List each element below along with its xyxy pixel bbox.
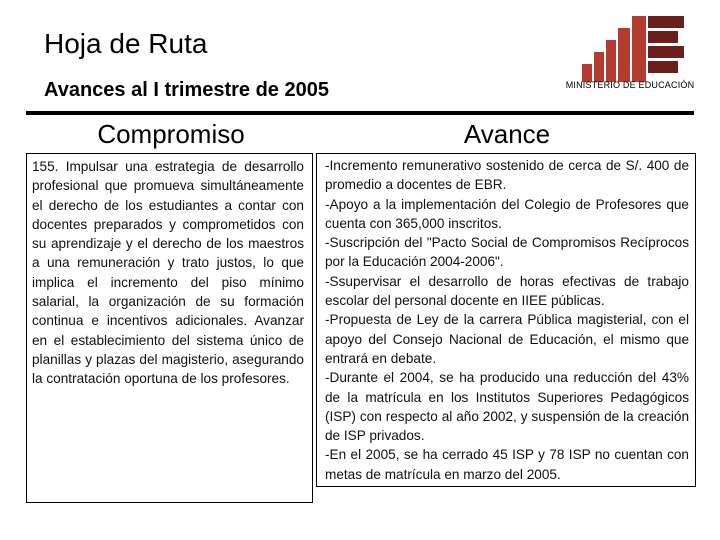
logo-step-3 [648,46,684,58]
avance-item: -En el 2005, se ha cerrado 45 ISP y 78 ISP no cuentan con metas de matrícula en marzo del 2005. [325,447,689,482]
page-subtitle: Avances al I trimestre de 2005 [44,79,329,101]
ministry-name: MINISTERIO DE EDUCACIÓN [565,80,695,90]
avance-item: -Durante el 2004, se ha producido una reducción del 43% de la matrícula en los Institutos Superiores Pedagógicos (ISP) con respecto al año 2002, y suspensión de la creación de ISP privados. [325,370,689,444]
logo-bar-4 [618,28,630,82]
logo-step-2 [648,31,678,43]
avance-item: -Ssupervisar el desarrollo de horas efectivas de trabajo escolar del personal docente en IIEE públicas. [325,273,689,309]
column-header-avance: Avance [463,119,551,149]
page-title: Hoja de Ruta [44,28,208,59]
logo-bar-5 [632,16,646,82]
compromiso-text: 155. Impulsar una estrategia de desarrollo profesional que promueva simultáneamente el derecho de los estudiantes a contar con docentes preparados y comprometidos con su aprendizaje y el derecho de los maestros a una remuneración y trato justos, lo que implica el incremento del piso mínimo salarial, la organización de su formación continua e incentivos adicionales. Avanzar en el establecimiento del sistema único de planillas y plazas del magisterio, asegurando la contratación oportuna de los profesores. [32,159,304,387]
logo-step-4 [648,61,678,73]
avance-item: -Suscripción del "Pacto Social de Compromisos Recíprocos por la Educación 2004-2006". [325,235,689,270]
ministry-logo-icon [578,14,688,82]
avance-box [316,153,696,487]
logo-bar-2 [594,52,604,82]
avance-item: -Propuesta de Ley de la carrera Pública magisterial, con el apoyo del Consejo Nacional de Educación, el mismo que entrará en debate. [325,312,689,366]
avance-item: -Incremento remunerativo sostenido de cerca de S/. 400 de promedio a docentes de EBR. [325,158,689,193]
logo-bar-3 [606,40,616,82]
logo-step-1 [648,16,684,28]
compromiso-box [26,153,313,503]
avance-item: -Apoyo a la implementación del Colegio de Profesores que cuenta con 365,000 inscritos. [325,196,689,231]
column-header-compromiso: Compromiso [97,119,245,149]
